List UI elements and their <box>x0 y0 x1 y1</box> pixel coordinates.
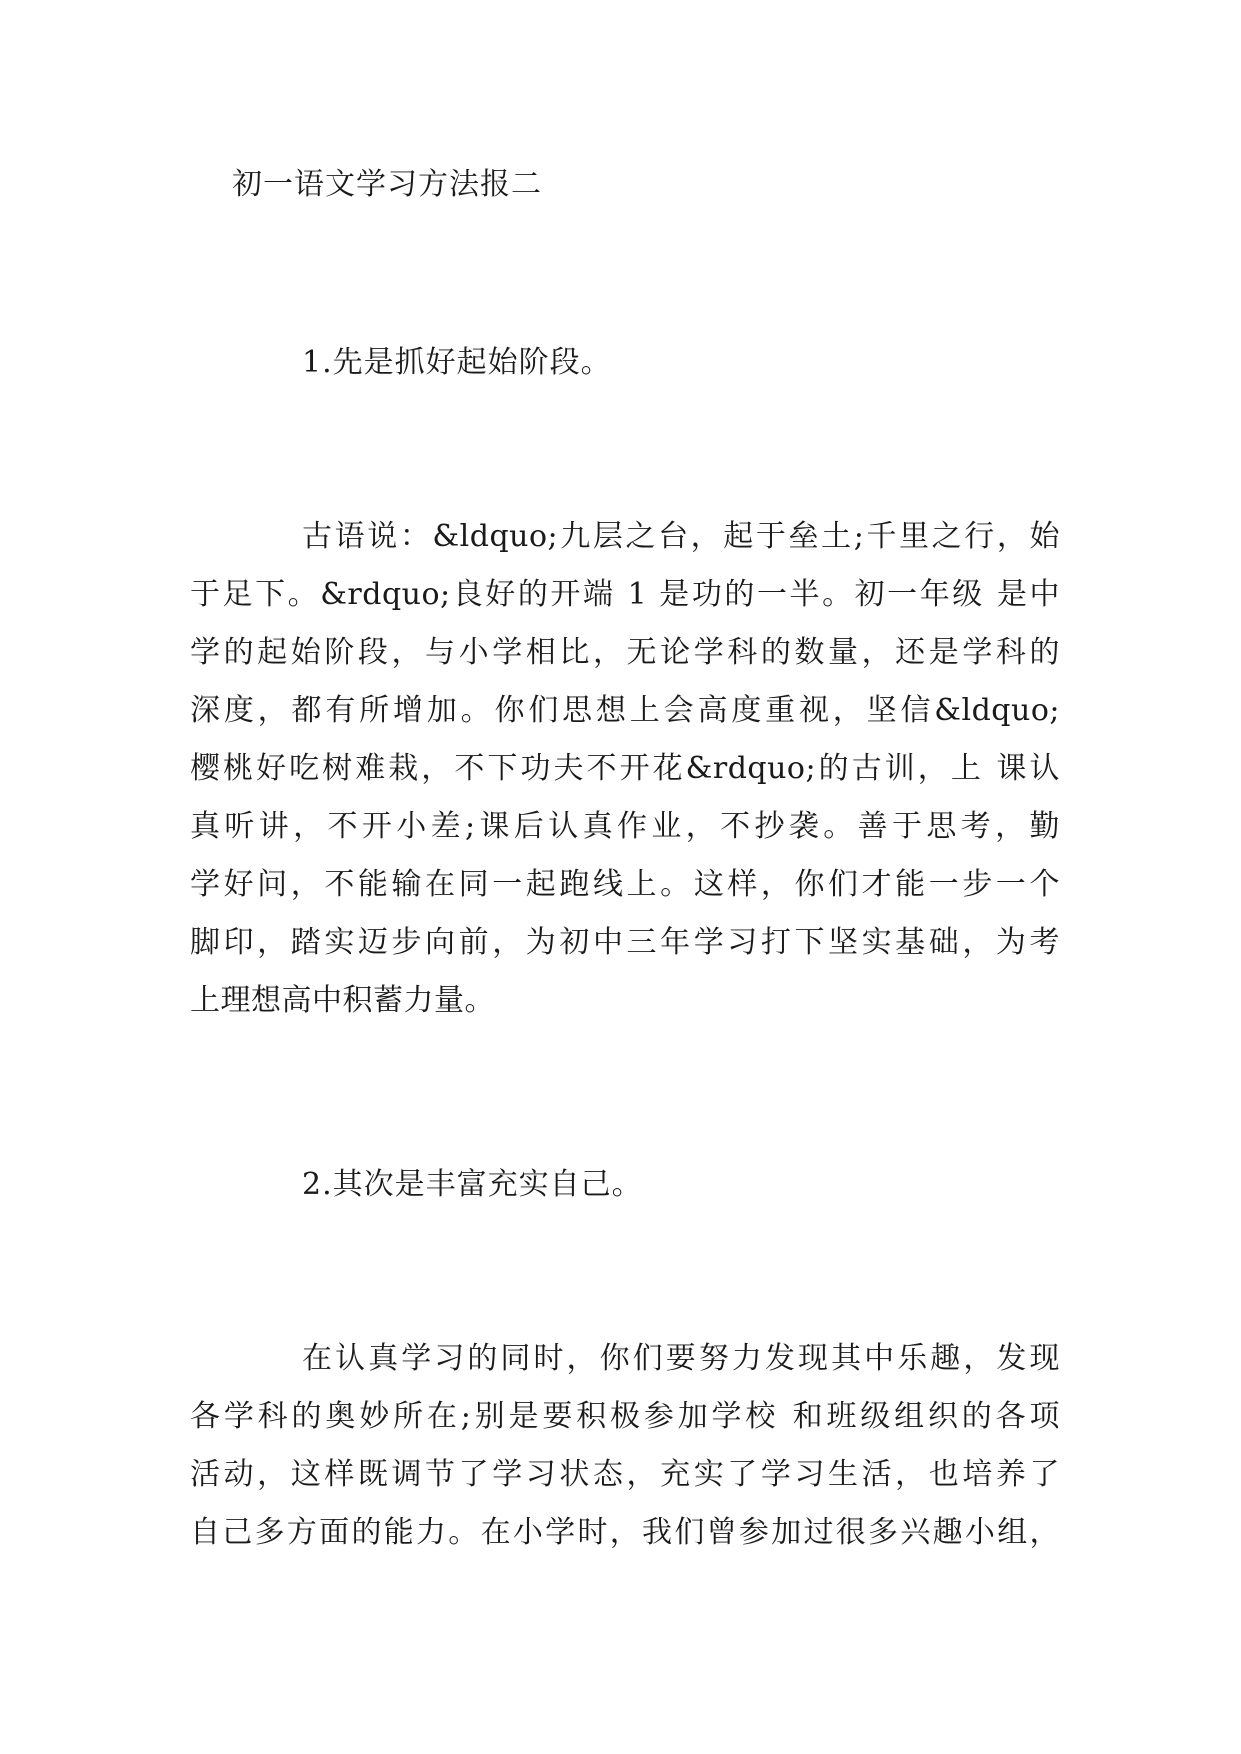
paragraph-line: 活动，这样既调节了学习状态，充实了学习生活，也培养了 <box>190 1457 1060 1492</box>
paragraph-line: 于足下。&rdquo;良好的开端 1 是功的一半。初一年级 是中 <box>190 577 1060 612</box>
paragraph-line: 自己多方面的能力。在小学时，我们曾参加过很多兴趣小组， <box>190 1515 1060 1550</box>
paragraph-line: 学的起始阶段，与小学相比，无论学科的数量，还是学科的 <box>190 635 1060 670</box>
paragraph-line: 真听讲，不开小差;课后认真作业，不抄袭。善于思考，勤 <box>190 809 1060 844</box>
paragraph-line: 学好问，不能输在同一起跑线上。这样，你们才能一步一个 <box>190 867 1060 902</box>
paragraph-line: 深度，都有所增加。你们思想上会高度重视，坚信&ldquo; <box>190 693 1060 728</box>
paragraph-line: 樱桃好吃树难栽，不下功夫不开花&rdquo;的古训，上 课认 <box>190 751 1060 786</box>
paragraph-line: 古语说：&ldquo;九层之台，起于垒土;千里之行，始 <box>302 519 1060 554</box>
paragraph-2 <box>190 1330 1060 1562</box>
section-heading-1: 1.先是抓好起始阶段。 <box>302 345 612 380</box>
paragraph-line: 在认真学习的同时，你们要努力发现其中乐趣，发现 <box>302 1341 1060 1376</box>
paragraph-line: 脚印，踏实迈步向前，为初中三年学习打下坚实基础，为考 <box>190 925 1060 960</box>
paragraph-line: 上理想高中积蓄力量。 <box>190 983 495 1018</box>
document-title: 初一语文学习方法报二 <box>232 167 542 202</box>
paragraph-line: 各学科的奥妙所在;别是要积极参加学校 和班级组织的各项 <box>190 1399 1060 1434</box>
paragraph-1 <box>190 508 1060 1030</box>
section-heading-2: 2.其次是丰富充实自己。 <box>302 1167 643 1202</box>
